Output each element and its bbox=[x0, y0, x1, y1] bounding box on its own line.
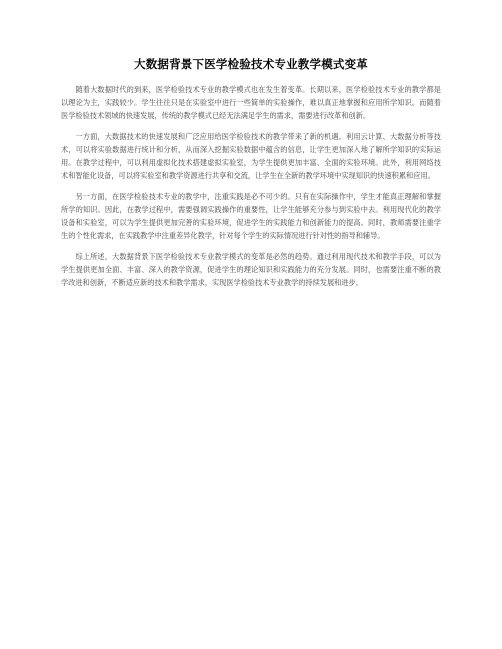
paragraph-1: 随着大数据时代的到来，医学检验技术专业的教学模式也在发生着变革。长期以来，医学检验技术专业的教学都是以理论为主，实践较少。学生往往只是在实验室中进行一些简单的实验操作，难以真正地掌握和应用所学知识。而随着医学检验技术领域的快速发展，传统的教学模式已经无法满足学生的需求，需要进行改革和创新。 bbox=[61, 85, 441, 120]
paragraph-4: 综上所述，大数据背景下医学检验技术专业教学模式的变革是必然的趋势。通过利用现代技术和教学手段，可以为学生提供更加全面、丰富、深入的教学资源，促进学生的理论知识和实践能力的充分发展。同时，也需要注重不断的教学改进和创新，不断适应新的技术和教学需求，实现医学检验技术专业教学的持续发展和进步。 bbox=[61, 252, 441, 287]
document-title: 大数据背景下医学检验技术专业教学模式变革 bbox=[134, 57, 368, 71]
document-body bbox=[61, 83, 441, 297]
paragraph-3: 另一方面，在医学检验技术专业的教学中，注重实践是必不可少的。只有在实际操作中，学生才能真正理解和掌握所学的知识。因此，在教学过程中，需要强调实践操作的重要性，让学生能够充分参与到实验中去。利用现代化的教学设备和实验室，可以为学生提供更加完善的实验环境，促进学生的实践能力和创新能力的提高。同时，教师需要注重学生的个性化需求，在实践教学中注重差异化教学，针对每个学生的实际情况进行针对性的指导和辅导。 bbox=[61, 192, 441, 240]
paragraph-2: 一方面，大数据技术的快速发展和广泛应用给医学检验技术的教学带来了新的机遇。利用云计算、大数据分析等技术，可以将实验数据进行统计和分析，从而深入挖掘实验数据中蕴含的信息，让学生更加深入地了解所学知识的实际运用。在教学过程中，可以利用虚拟化技术搭建虚拟实验室，为学生提供更加丰富、全面的实验环境。此外，利用网络技术和智能化设备，可以将实验室和教学资源进行共享和交流，让学生在全新的教学环境中实现知识的快速积累和应用。 bbox=[61, 132, 441, 180]
